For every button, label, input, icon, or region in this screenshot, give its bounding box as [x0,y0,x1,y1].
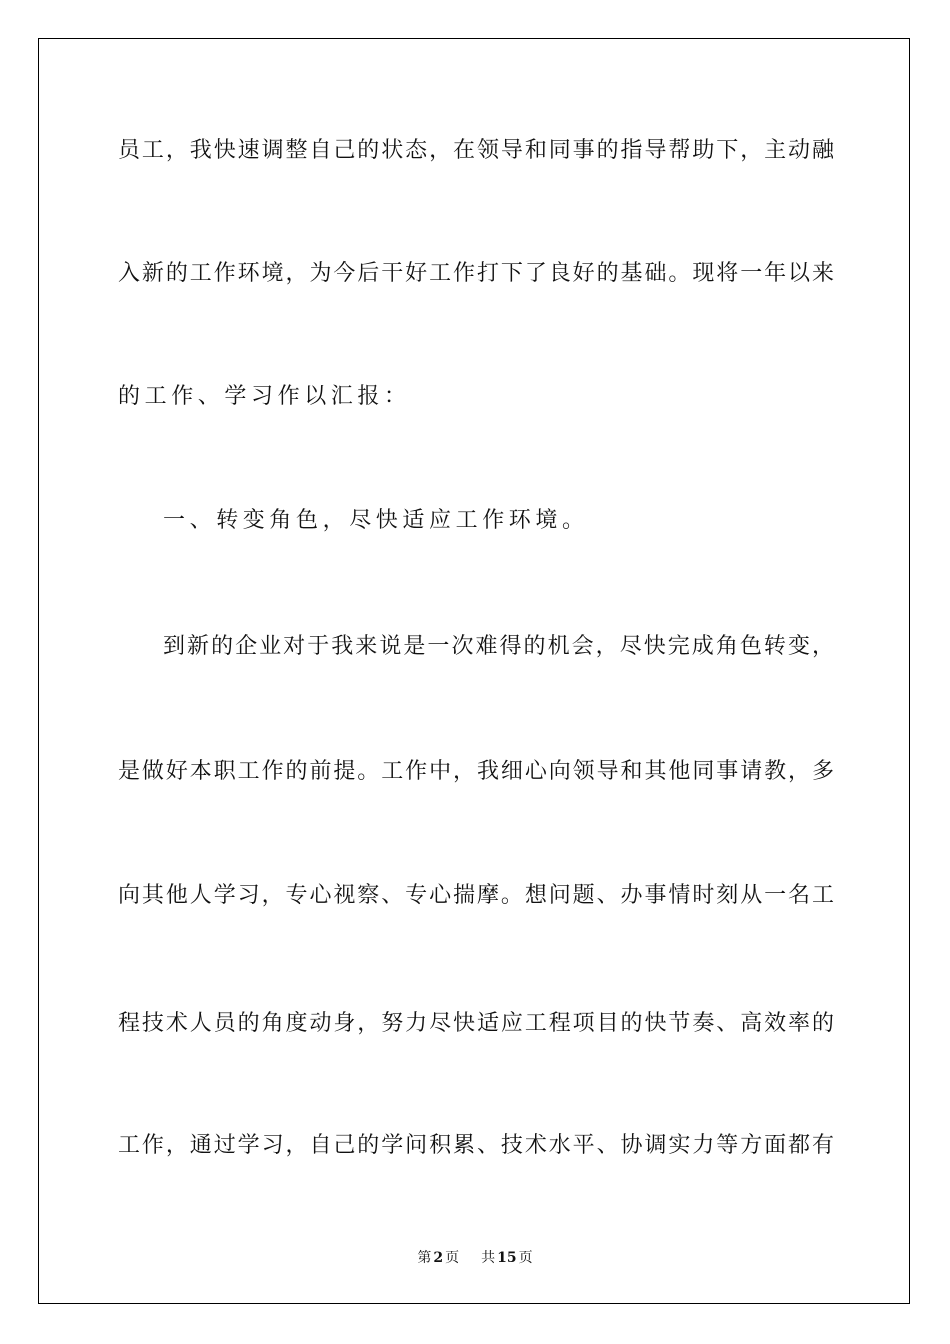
footer-total-suffix: 页 [518,1250,533,1266]
body-line-8: 程技术人员的角度动身，努力尽快适应工程项目的快节奏、高效率的 [118,1011,834,1036]
body-line-7: 向其他人学习，专心视察、专心揣摩。想问题、办事情时刻从一名工 [118,883,834,908]
body-line-9: 工作，通过学习，自己的学问积累、技术水平、协调实力等方面都有 [118,1133,834,1158]
body-line-1: 员工，我快速调整自己的状态，在领导和同事的指导帮助下，主动融 [118,138,834,163]
body-line-6: 是做好本职工作的前提。工作中，我细心向领导和其他同事请教，多 [118,759,834,784]
footer-page-suffix: 页 [445,1250,460,1266]
body-line-3: 的工作、学习作以汇报： [118,384,411,409]
page-footer [0,1247,950,1267]
body-line-5: 到新的企业对于我来说是一次难得的机会，尽快完成角色转变， [163,634,834,659]
page-border [38,38,910,1304]
footer-page-number: 2 [433,1250,444,1266]
footer-total-prefix: 共 [481,1250,496,1266]
body-line-2: 入新的工作环境，为今后干好工作打下了良好的基础。现将一年以来 [118,261,834,286]
footer-page-prefix: 第 [417,1250,432,1266]
footer-total-pages: 15 [497,1250,517,1266]
section-heading: 一、转变角色，尽快适应工作环境。 [163,508,589,533]
